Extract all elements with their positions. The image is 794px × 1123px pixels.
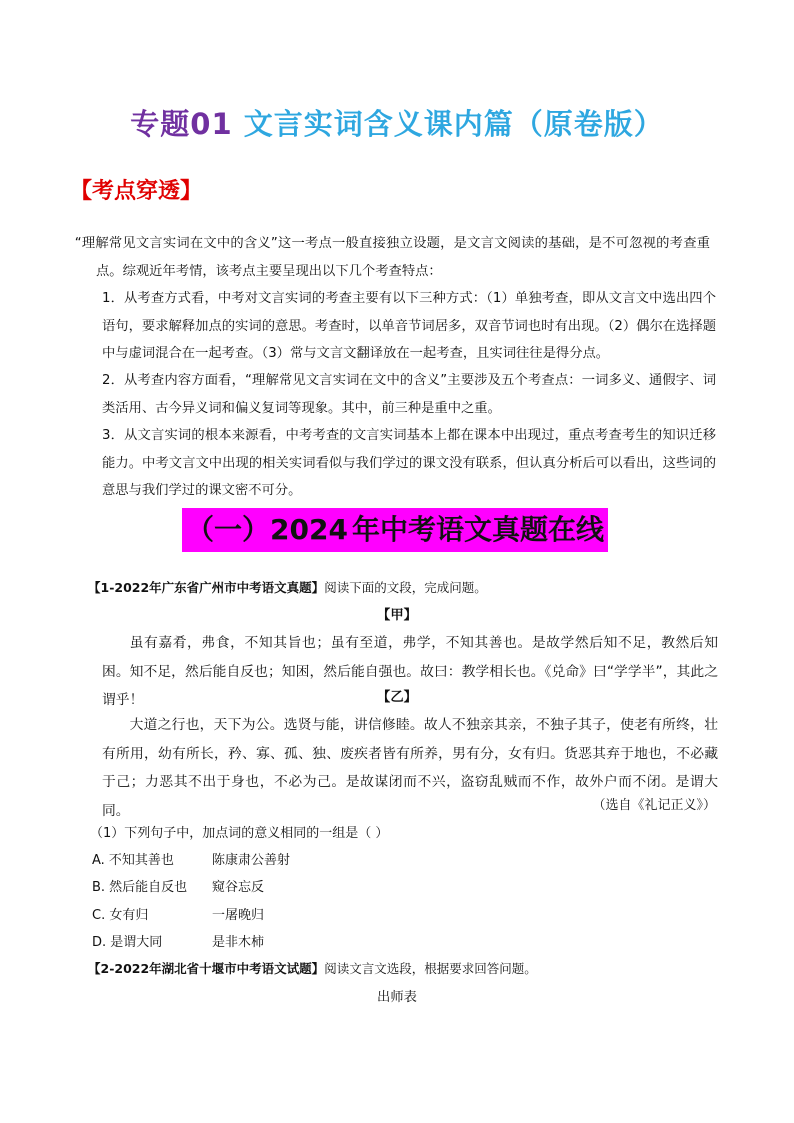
band-right: 年中考语文真题在线 — [348, 508, 608, 552]
question1-source-tag: 【1-2022年广东省广州市中考语文真题】 — [88, 580, 325, 595]
option-d-left: D. 是谓大同 — [92, 935, 163, 950]
option-b-left: B. 然后能自反也 — [92, 880, 188, 895]
question1-instruction: 阅读下面的文段，完成问题。 — [324, 580, 487, 595]
passage-jia-label: 【甲】 — [377, 608, 417, 623]
question2-header — [88, 959, 537, 979]
option-b-right: 窥谷忘反 — [212, 880, 265, 895]
option-a-left: A. 不知其善也 — [92, 853, 174, 868]
page-title — [0, 104, 794, 144]
band-left: （一）2024 — [182, 508, 352, 552]
passage-yi-text: 大道之行也，天下为公。选贤与能，讲信修睦。故人不独亲其亲，不独子其子，使老有所终，壮有所用，幼有所长，矜、寡、孤、独、废疾者皆有所养，男有分，女有归。货恶其弃于地也，不必藏于己；力恶其不出于身也，不必为己。是故谋闭而不兴，盗窃乱贼而不作，故外户而不闭。是谓大同。 — [102, 717, 718, 819]
title-part2: 文言实词含义课内篇（原卷版） — [243, 107, 664, 141]
option-d-right: 是非木柿 — [212, 935, 265, 950]
passage-jia-text: 虽有嘉肴，弗食，不知其旨也；虽有至道，弗学，不知其善也。是故学然后知不足，教然后知困。知不足，然后能自反也；知困，然后能自强也。故曰：教学相长也。《兑命》曰“学学半”，其此之谓乎！ — [102, 635, 718, 708]
question1-prompt: （1）下列句子中，加点词的意义相同的一组是（ ） — [90, 826, 389, 841]
title-part1: 专题01 — [130, 107, 244, 141]
section-heading: 【考点穿透】 — [70, 179, 203, 204]
question1-header — [88, 578, 487, 598]
intro-paragraph-0: “理解常见文言实词在文中的含义”这一考点一般直接独立设题，是文言文阅读的基础，是不可忽视的考查重点。综观近年考情，该考点主要呈现出以下几个考查特点： — [74, 236, 710, 279]
option-c-right: 一屠晚归 — [212, 908, 265, 923]
question2-source-tag: 【2-2022年湖北省十堰市中考语文试题】 — [88, 961, 325, 976]
question2-instruction: 阅读文言文选段，根据要求回答问题。 — [324, 961, 537, 976]
intro-paragraph-2: 2．从考查内容方面看，“理解常见文言实词在文中的含义”主要涉及五个考查点：一词多义、通假字、词类活用、古今异义词和偏义复词等现象。其中，前三种是重中之重。 — [102, 373, 716, 416]
intro-paragraph-1: 1．从考查方式看，中考对文言实词的考查主要有以下三种方式：（1）单独考查，即从文言文中选出四个语句，要求解释加点的实词的意思。考查时，以单音节词居多，双音节词也时有出现。（2）偶尔在选择题中与虚词混合在一起考查。（3）常与文言文翻译放在一起考查，且实词往往是得分点。 — [102, 291, 716, 361]
option-a-right: 陈康肃公善射 — [212, 853, 291, 868]
option-c-left: C. 女有归 — [92, 908, 149, 923]
passage-subtitle: 出师表 — [377, 990, 417, 1005]
intro-paragraph-3: 3．从文言实词的根本来源看，中考考查的文言实词基本上都在课本中出现过，重点考查考生的知识迁移能力。中考文言文中出现的相关实词看似与我们学过的课文没有联系，但认真分析后可以看出，这些词的意思与我们学过的课文密不可分。 — [102, 428, 716, 498]
passage-source: （选自《礼记正义》） — [592, 798, 716, 813]
passage-yi-label: 【乙】 — [377, 690, 417, 705]
